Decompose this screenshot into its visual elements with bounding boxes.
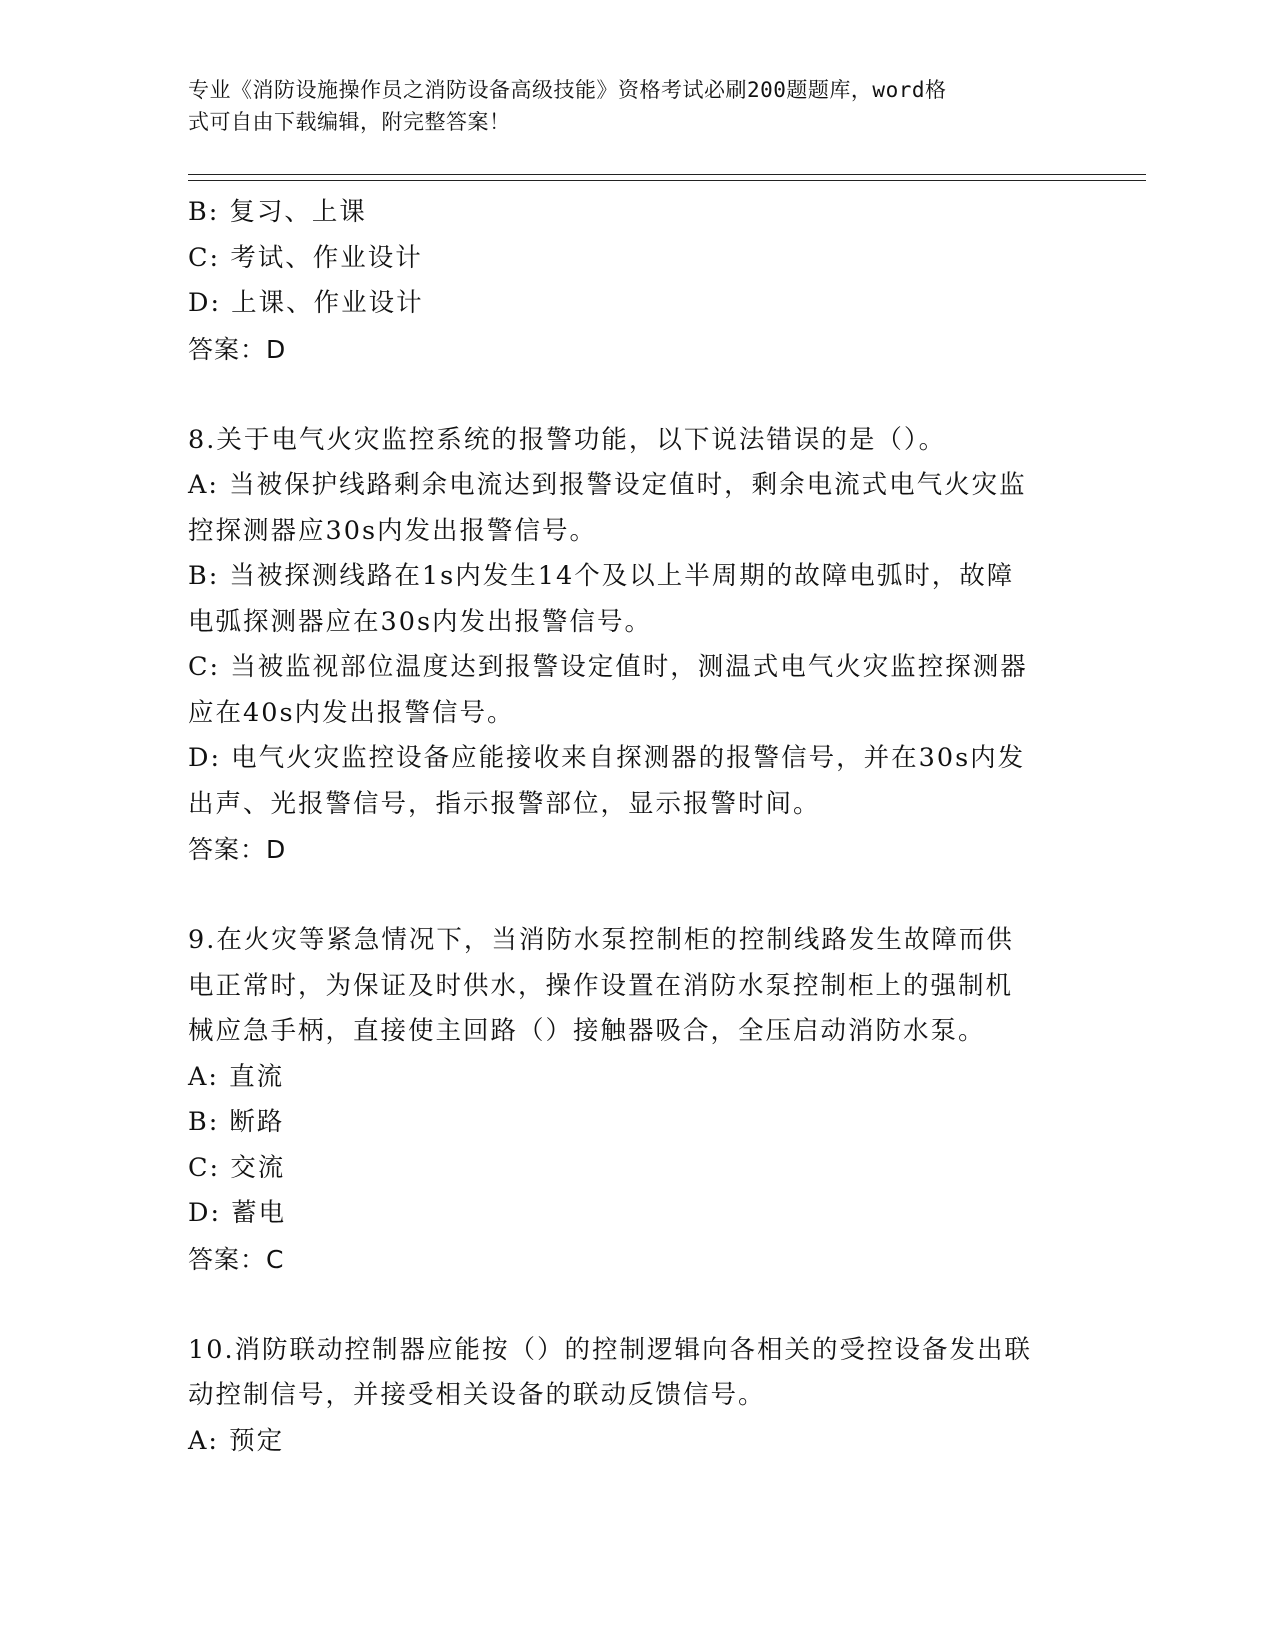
q10-stem-line-2: 动控制信号，并接受相关设备的联动反馈信号。 [188,1380,766,1410]
spacer [188,372,1068,418]
q8-option-c-line-2: 应在40s内发出报警信号。 [188,697,515,728]
q9-option-a: A: 直流 [188,1061,285,1092]
question-7-tail [188,190,1068,372]
q9-option-c: C: 交流 [188,1152,286,1183]
question-8 [188,418,1068,873]
q9-stem-line-2: 电正常时，为保证及时供水，操作设置在消防水泵控制柜上的强制机 [188,970,1014,1001]
q7-answer: 答案：D [188,334,287,364]
header-line-1: 专业《消防设施操作员之消防设备高级技能》资格考试必刷200题题库，word格 [188,78,947,102]
spacer [188,873,1068,919]
q8-option-a-line-1: A: 当被保护线路剩余电流达到报警设定值时，剩余电流式电气火灾监 [188,470,1027,500]
q8-option-b-line-1: B: 当被探测线路在1s内发生14个及以上半周期的故障电弧时，故障 [188,561,1015,591]
q9-option-d: D: 蓄电 [188,1198,287,1228]
q7-option-b: B: 复习、上课 [188,197,367,227]
q10-stem-line-1: 10.消防联动控制器应能按（）的控制逻辑向各相关的受控设备发出联 [188,1334,1033,1365]
q7-option-c: C: 考试、作业设计 [188,242,423,273]
q9-stem-line-3: 械应急手柄，直接使主回路（）接触器吸合，全压启动消防水泵。 [188,1016,986,1046]
question-10 [188,1328,1068,1465]
q8-option-c-line-1: C: 当被监视部位温度达到报警设定值时，测温式电气火灾监控探测器 [188,652,1028,682]
q8-option-b-line-2: 电弧探测器应在30s内发出报警信号。 [188,606,653,637]
q7-option-d: D: 上课、作业设计 [188,288,424,318]
document-header [188,74,1068,138]
q8-option-d-line-1: D: 电气火灾监控设备应能接收来自探测器的报警信号，并在30s内发 [188,743,1026,773]
q8-stem: 8.关于电气火灾监控系统的报警功能，以下说法错误的是（）。 [188,424,947,455]
document-body [188,190,1068,1464]
spacer [188,1282,1068,1328]
q9-option-b: B: 断路 [188,1107,285,1137]
q9-stem-line-1: 9.在火灾等紧急情况下，当消防水泵控制柜的控制线路发生故障而供 [188,925,1014,955]
q10-option-a: A: 预定 [188,1425,285,1456]
header-divider-bottom [188,180,1146,181]
header-line-2: 式可自由下载编辑，附完整答案！ [188,110,511,134]
q8-answer: 答案：D [188,835,287,864]
q8-option-d-line-2: 出声、光报警信号，指示报警部位，显示报警时间。 [188,788,821,819]
q9-answer: 答案：C [188,1244,285,1274]
question-9 [188,918,1068,1282]
q8-option-a-line-2: 控探测器应30s内发出报警信号。 [188,515,598,546]
header-divider-top [188,174,1146,175]
